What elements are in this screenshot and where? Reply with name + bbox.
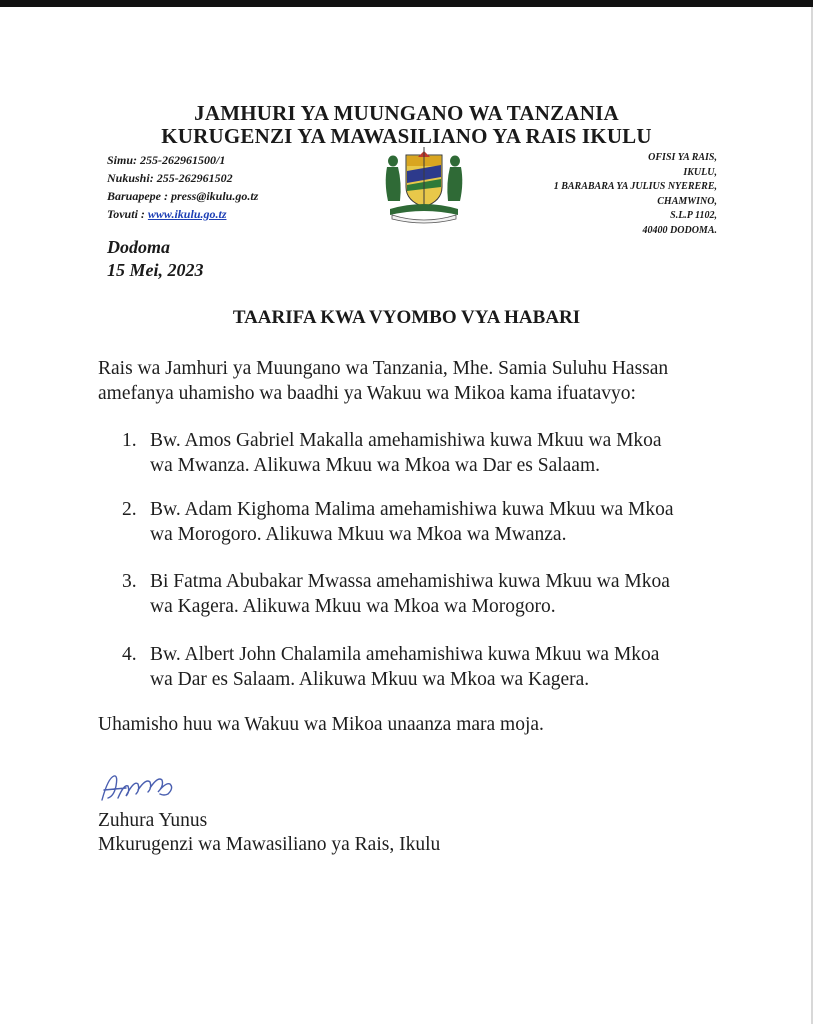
list-number: 2. [122, 499, 137, 520]
list-text [150, 569, 722, 619]
address-line: OFISI YA RAIS, [648, 152, 717, 163]
contact-email: Baruapepe : press@ikulu.go.tz [107, 189, 259, 203]
letterhead-line-1: JAMHURI YA MUUNGANO WA TANZANIA [194, 101, 619, 125]
signer-title: Mkurugenzi wa Mawasiliano ya Rais, Ikulu [98, 834, 441, 855]
list-number: 3. [122, 571, 137, 592]
list-text [150, 497, 722, 547]
list-number: 1. [122, 430, 137, 451]
place: Dodoma [107, 237, 170, 257]
address-line: CHAMWINO, [657, 195, 717, 207]
list-text-line: wa Mwanza. Alikuwa Mkuu wa Mkoa wa Dar es Salaam. [150, 455, 601, 476]
coat-of-arms-icon [378, 143, 470, 225]
signer-name: Zuhura Yunus [98, 810, 208, 831]
address-line: S.L.P 1102, [670, 210, 717, 221]
date: 15 Mei, 2023 [107, 260, 204, 280]
address-block [554, 151, 717, 238]
address-line: IKULU, [683, 166, 717, 178]
address-line: 1 BARABARA YA JULIUS NYERERE, [553, 181, 717, 192]
contact-fax: Nukushi: 255-262961502 [107, 171, 233, 185]
list-number: 4. [122, 644, 137, 665]
letterhead-line-2: KURUGENZI YA MAWASILIANO YA RAIS IKULU [161, 124, 652, 148]
closing-paragraph: Uhamisho huu wa Wakuu wa Mikoa unaanza mara moja. [98, 714, 544, 735]
contact-phone: Simu: 255-262961500/1 [107, 153, 226, 167]
website-label: Tovuti : [107, 207, 148, 221]
list-text-line: wa Kagera. Alikuwa Mkuu wa Mkoa wa Morogoro. [150, 596, 556, 617]
website-link[interactable]: www.ikulu.go.tz [147, 207, 227, 221]
document-title: TAARIFA KWA VYOMBO VYA HABARI [232, 307, 581, 328]
contact-block [107, 151, 258, 223]
list-text [150, 642, 722, 692]
list-text-line: Bw. Albert John Chalamila amehamishiwa kuwa Mkuu wa Mkoa [150, 644, 660, 665]
list-text [150, 428, 722, 478]
list-text-line: Bw. Adam Kighoma Malima amehamishiwa kuwa Mkuu wa Mkoa [150, 499, 674, 520]
top-border [0, 0, 813, 7]
list-text-line: wa Dar es Salaam. Alikuwa Mkuu wa Mkoa wa Kagera. [150, 669, 590, 690]
intro-paragraph: Rais wa Jamhuri ya Muungano wa Tanzania, Mhe. Samia Suluhu Hassan amefanya uhamisho wa baadhi ya Wakuu wa Mikoa kama ifuatavyo: [98, 358, 669, 404]
contact-website-row [107, 205, 258, 223]
address-line: 40400 DODOMA. [642, 224, 717, 236]
signature-icon [98, 770, 182, 806]
list-text-line: wa Morogoro. Alikuwa Mkuu wa Mkoa wa Mwanza. [150, 524, 567, 545]
list-text-line: Bi Fatma Abubakar Mwassa amehamishiwa kuwa Mkuu wa Mkoa [150, 571, 670, 592]
list-text-line: Bw. Amos Gabriel Makalla amehamishiwa kuwa Mkuu wa Mkoa [150, 430, 662, 451]
place-date-block [107, 236, 204, 282]
